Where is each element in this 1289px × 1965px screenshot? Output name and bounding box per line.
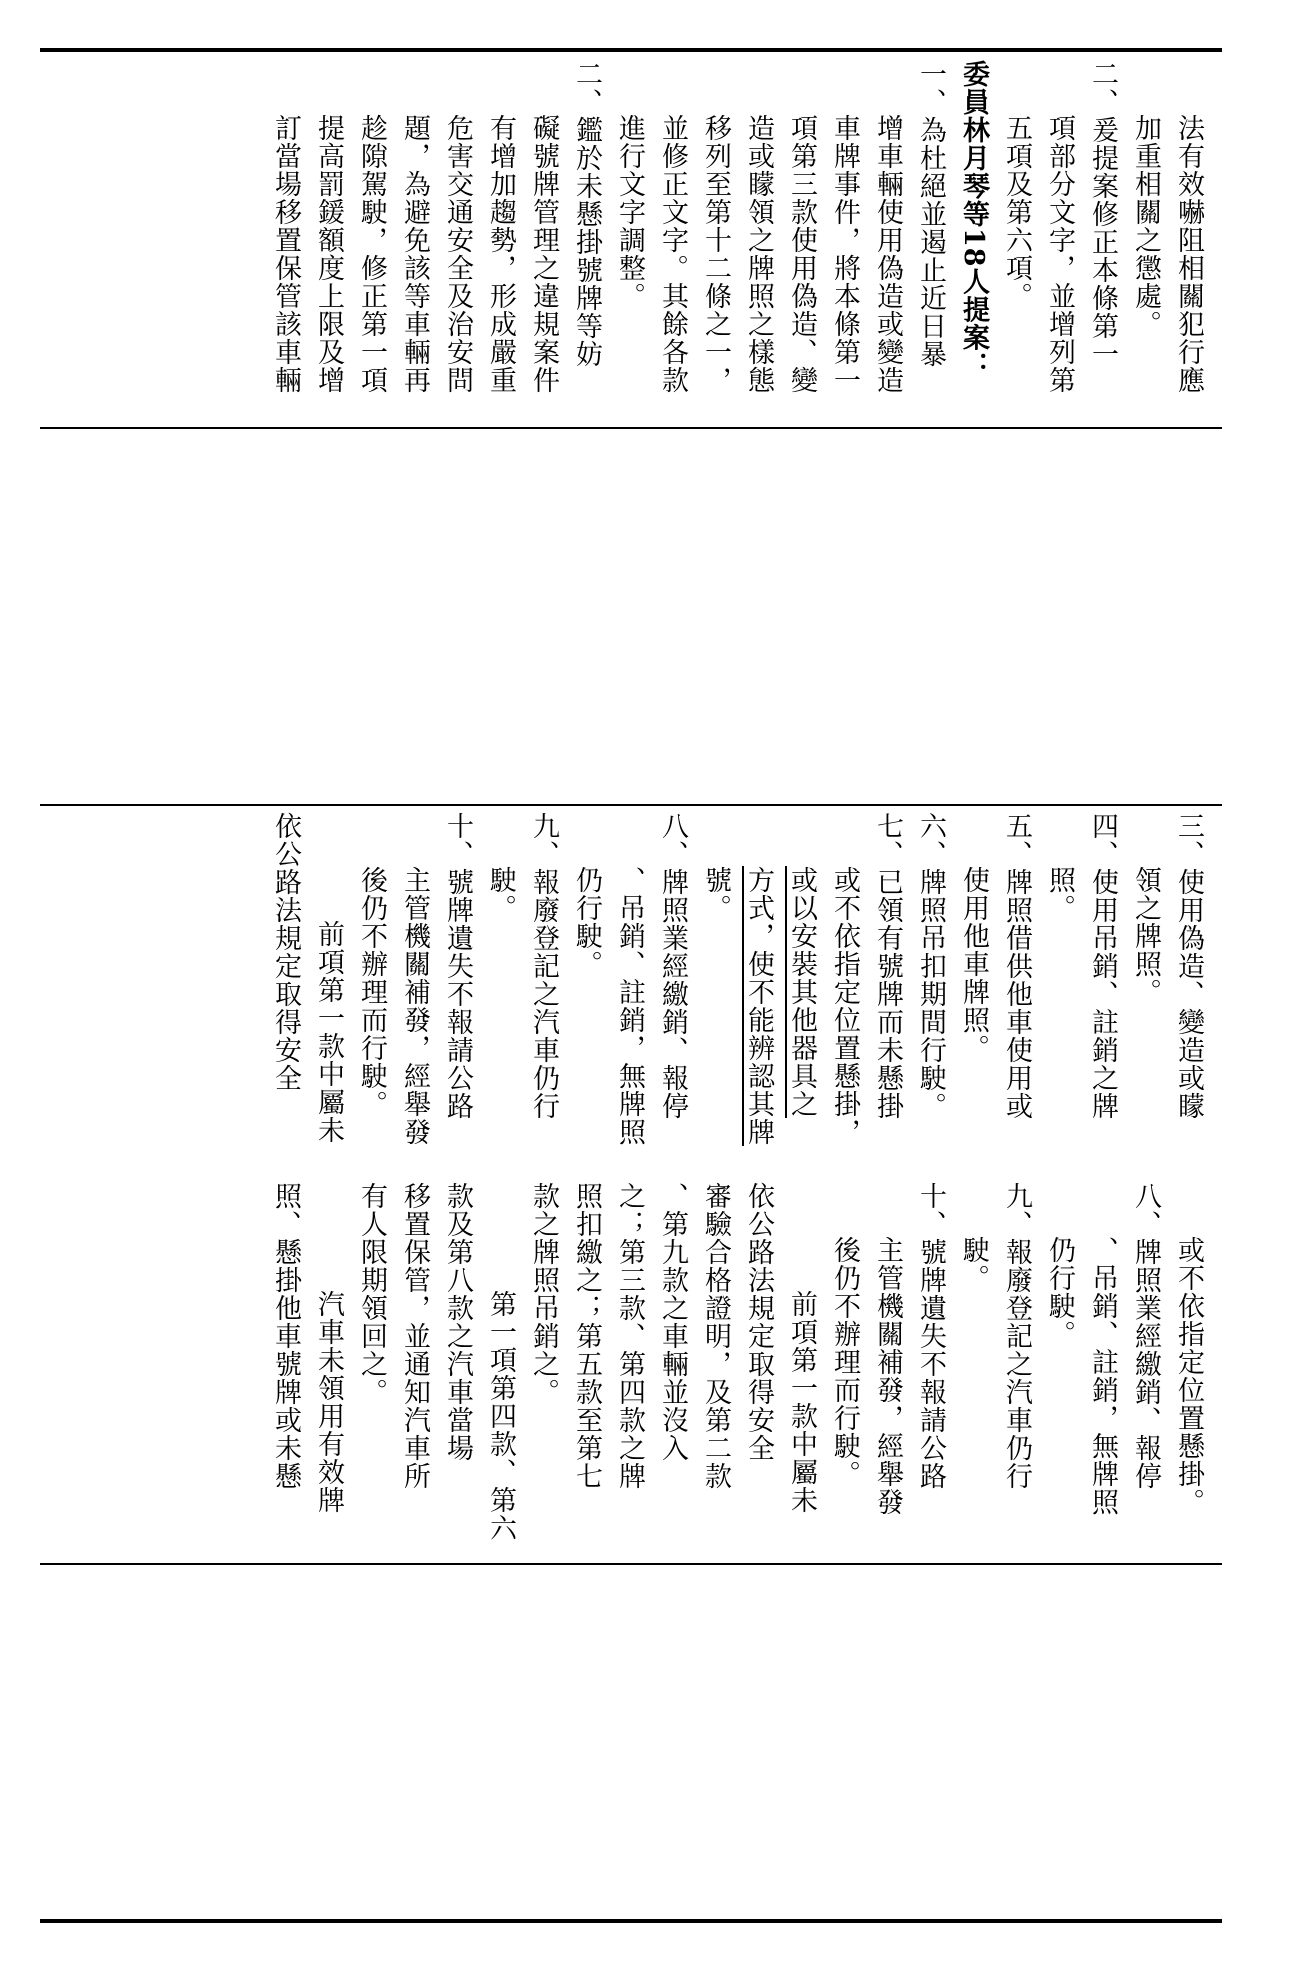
text-line: 照、懸掛他車號牌或未懸 xyxy=(270,1182,301,1490)
text-line: 項第三款使用偽造、變 xyxy=(786,114,817,394)
underlined-text-line: 方式，使不能辨認其牌 xyxy=(743,866,774,1146)
text-line: 第一項第四款、第六 xyxy=(485,1290,516,1542)
text-line: 法有效嚇阻相關犯行應 xyxy=(1173,114,1204,394)
text-line: 三、使用偽造、變造或矇 xyxy=(1173,812,1204,1120)
text-line: 加重相關之懲處。 xyxy=(1130,114,1161,338)
text-line: 主管機關補發，經舉發 xyxy=(872,1236,903,1516)
text-line: 號。 xyxy=(700,866,731,922)
text-line: 礙號牌管理之違規案件 xyxy=(528,114,559,394)
text-line: 二、爰提案修正本條第一 xyxy=(1087,60,1118,368)
text-line: 有增加趨勢，形成嚴重 xyxy=(485,114,516,394)
text-line: 趁隙駕駛，修正第一項 xyxy=(356,114,387,394)
proposed-article-section xyxy=(60,812,1210,1157)
text-line: 進行文字調整。 xyxy=(614,114,645,310)
text-line: 仍行駛。 xyxy=(571,866,602,978)
text-line: 造或矇領之牌照之樣態 xyxy=(743,114,774,394)
text-line: 主管機關補發，經舉發 xyxy=(399,866,430,1146)
text-line: 使用他車牌照。 xyxy=(958,866,989,1062)
text-line: 八、牌照業經繳銷、報停 xyxy=(657,812,688,1120)
text-line: 依公路法規定取得安全 xyxy=(743,1182,774,1462)
text-line: 並修正文字。其餘各款 xyxy=(657,114,688,394)
text-line: 移列至第十二條之一， xyxy=(700,114,731,394)
text-line: 仍行駛。 xyxy=(1044,1236,1075,1348)
text-line: 車牌事件，將本條第一 xyxy=(829,114,860,394)
text-line: 照。 xyxy=(1044,866,1075,922)
text-line: 前項第一款中屬未 xyxy=(786,1290,817,1514)
explanation-section xyxy=(60,60,1210,420)
text-line: 九、報廢登記之汽車仍行 xyxy=(1001,1182,1032,1490)
text-line: 四、使用吊銷、註銷之牌 xyxy=(1087,812,1118,1120)
text-line: 提高罰鍰額度上限及增 xyxy=(313,114,344,394)
section-divider-3 xyxy=(40,1563,1222,1565)
text-line: 九、報廢登記之汽車仍行 xyxy=(528,812,559,1120)
text-line: 五項及第六項。 xyxy=(1001,114,1032,310)
text-line: 二、鑑於未懸掛號牌等妨 xyxy=(571,60,602,368)
section-divider-1 xyxy=(40,427,1222,429)
text-line: 依公路法規定取得安全 xyxy=(270,812,301,1092)
text-line: 增車輛使用偽造或變造 xyxy=(872,114,903,394)
text-line: 移置保管，並通知汽車所 xyxy=(399,1182,430,1490)
text-line: 、第九款之車輛並沒入 xyxy=(657,1182,688,1462)
text-line: 駛。 xyxy=(485,866,516,922)
text-line: 款之牌照吊銷之。 xyxy=(528,1182,559,1406)
text-line: 款及第八款之汽車當場 xyxy=(442,1182,473,1462)
text-line: 項部分文字，並增列第 xyxy=(1044,114,1075,394)
text-line: 六、牌照吊扣期間行駛。 xyxy=(915,812,946,1120)
text-line: 八、牌照業經繳銷、報停 xyxy=(1130,1182,1161,1490)
text-line: 十、號牌遺失不報請公路 xyxy=(915,1182,946,1490)
underlined-text-line: 或以安裝其他器具之 xyxy=(786,866,817,1118)
text-line: 、吊銷、註銷，無牌照 xyxy=(1087,1236,1118,1516)
text-line: 照扣繳之；第五款至第七 xyxy=(571,1182,602,1490)
text-line: 後仍不辦理而行駛。 xyxy=(356,866,387,1118)
text-line: 審驗合格證明，及第二款 xyxy=(700,1182,731,1490)
text-line: 題，為避免該等車輛再 xyxy=(399,114,430,394)
bottom-rule xyxy=(40,1919,1222,1923)
text-line: 一、為杜絕並遏止近日暴 xyxy=(915,60,946,368)
text-line: 領之牌照。 xyxy=(1130,866,1161,1006)
text-line: 危害交通安全及治安問 xyxy=(442,114,473,394)
text-line: 十、號牌遺失不報請公路 xyxy=(442,812,473,1120)
current-article-section xyxy=(60,1182,1210,1552)
text-line: 、吊銷、註銷，無牌照 xyxy=(614,866,645,1146)
text-line: 訂當場移置保管該車輛 xyxy=(270,114,301,394)
text-line: 之；第三款、第四款之牌 xyxy=(614,1182,645,1490)
text-line: 駛。 xyxy=(958,1236,989,1292)
text-line: 汽車未領用有效牌 xyxy=(313,1290,344,1514)
text-line: 七、已領有號牌而未懸掛 xyxy=(872,812,903,1120)
text-line: 有人限期領回之。 xyxy=(356,1182,387,1406)
top-rule xyxy=(40,48,1222,52)
text-line: 後仍不辦理而行駛。 xyxy=(829,1236,860,1488)
text-line: 前項第一款中屬未 xyxy=(313,920,344,1144)
text-line: 或不依指定位置懸掛， xyxy=(829,866,860,1146)
proposal-heading: 委員林月琴等18人提案： xyxy=(958,60,989,380)
text-line: 五、牌照借供他車使用或 xyxy=(1001,812,1032,1120)
text-line: 或不依指定位置懸掛。 xyxy=(1173,1236,1204,1516)
section-divider-2 xyxy=(40,804,1222,806)
